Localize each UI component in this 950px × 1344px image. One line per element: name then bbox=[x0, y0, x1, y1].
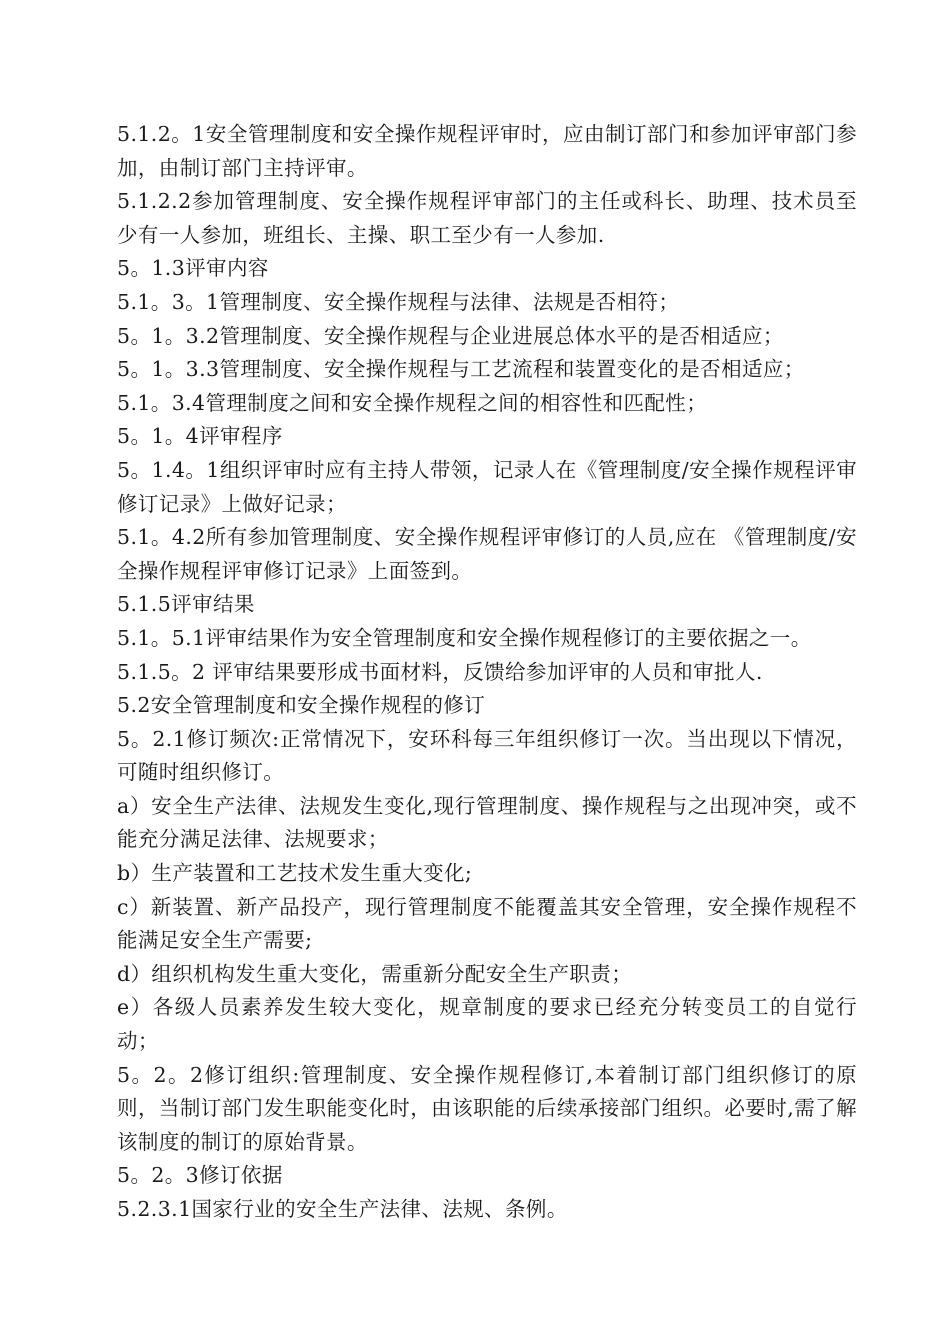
paragraph-5-1-4-2: 5.1。4.2所有参加管理制度、安全操作规程评审修订的人员,应在 《管理制度/安全操作规程评审修订记录》上面签到。 bbox=[117, 525, 857, 583]
document-body bbox=[117, 118, 857, 1227]
heading-5-2: 5.2安全管理制度和安全操作规程的修订 bbox=[117, 693, 486, 718]
paragraph-5-2-3-1: 5.2.3.1国家行业的安全生产法律、法规、条例。 bbox=[117, 1197, 568, 1221]
paragraph-5-2-1: 5。2.1修订频次:正常情况下，安环科每三年组织修订一次。当出现以下情况，可随时组织修订。 bbox=[117, 726, 857, 785]
list-item-d: d）组织机构发生重大变化，需重新分配安全生产职责； bbox=[117, 961, 633, 986]
paragraph-5-1-5-1: 5.1。5.1评审结果作为安全管理制度和安全操作规程修订的主要依据之一。 bbox=[117, 625, 812, 650]
heading-5-1-5: 5.1.5评审结果 bbox=[117, 592, 255, 617]
paragraph-5-1-2-2: 5.1.2.2参加管理制度、安全操作规程评审部门的主任或科长、助理、技术员至少有一人参加，班组长、主操、职工至少有一人参加. bbox=[117, 189, 857, 247]
list-item-e: e）各级人员素养发生较大变化，规章制度的要求已经充分转变员工的自觉行动； bbox=[117, 995, 857, 1054]
paragraph-5-1-3-2: 5。1。3.2管理制度、安全操作规程与企业进展总体水平的是否相适应； bbox=[117, 323, 784, 348]
paragraph-5-1-3-3: 5。1。3.3管理制度、安全操作规程与工艺流程和装置变化的是否相适应； bbox=[117, 357, 805, 382]
list-item-b: b）生产装置和工艺技术发生重大变化; bbox=[117, 861, 473, 886]
paragraph-5-1-3-1: 5.1。3。1管理制度、安全操作规程与法律、法规是否相符； bbox=[117, 289, 680, 314]
heading-5-1-3: 5。1.3评审内容 bbox=[117, 256, 269, 281]
heading-5-1-4: 5。1。4评审程序 bbox=[117, 424, 283, 449]
list-item-c: c）新装置、新产品投产，现行管理制度不能覆盖其安全管理，安全操作规程不能满足安全生产需要; bbox=[117, 894, 857, 953]
paragraph-5-1-3-4: 5.1。3.4管理制度之间和安全操作规程之间的相容性和匹配性； bbox=[117, 390, 708, 415]
paragraph-5-1-5-2: 5.1.5。2 评审结果要形成书面材料，反馈给参加评审的人员和审批人. bbox=[117, 659, 763, 684]
paragraph-5-1-2-1: 5.1.2。1安全管理制度和安全操作规程评审时，应由制订部门和参加评审部门参加，由制订部门主持评审。 bbox=[117, 122, 857, 180]
list-item-a: a）安全生产法律、法规发生变化,现行管理制度、操作规程与之出现冲突，或不能充分满足法律、法规要求； bbox=[117, 793, 857, 852]
paragraph-5-1-4-1: 5。1.4。1组织评审时应有主持人带领，记录人在《管理制度/安全操作规程评审修订记录》上做好记录； bbox=[117, 457, 857, 516]
heading-5-2-3: 5。2。3修订依据 bbox=[117, 1163, 283, 1188]
paragraph-5-2-2: 5。2。2修订组织:管理制度、安全操作规程修订,本着制订部门组织修订的原则，当制订部门发生职能变化时，由该职能的后续承接部门组织。必要时,需了解该制度的制订的原始背景。 bbox=[117, 1062, 857, 1154]
